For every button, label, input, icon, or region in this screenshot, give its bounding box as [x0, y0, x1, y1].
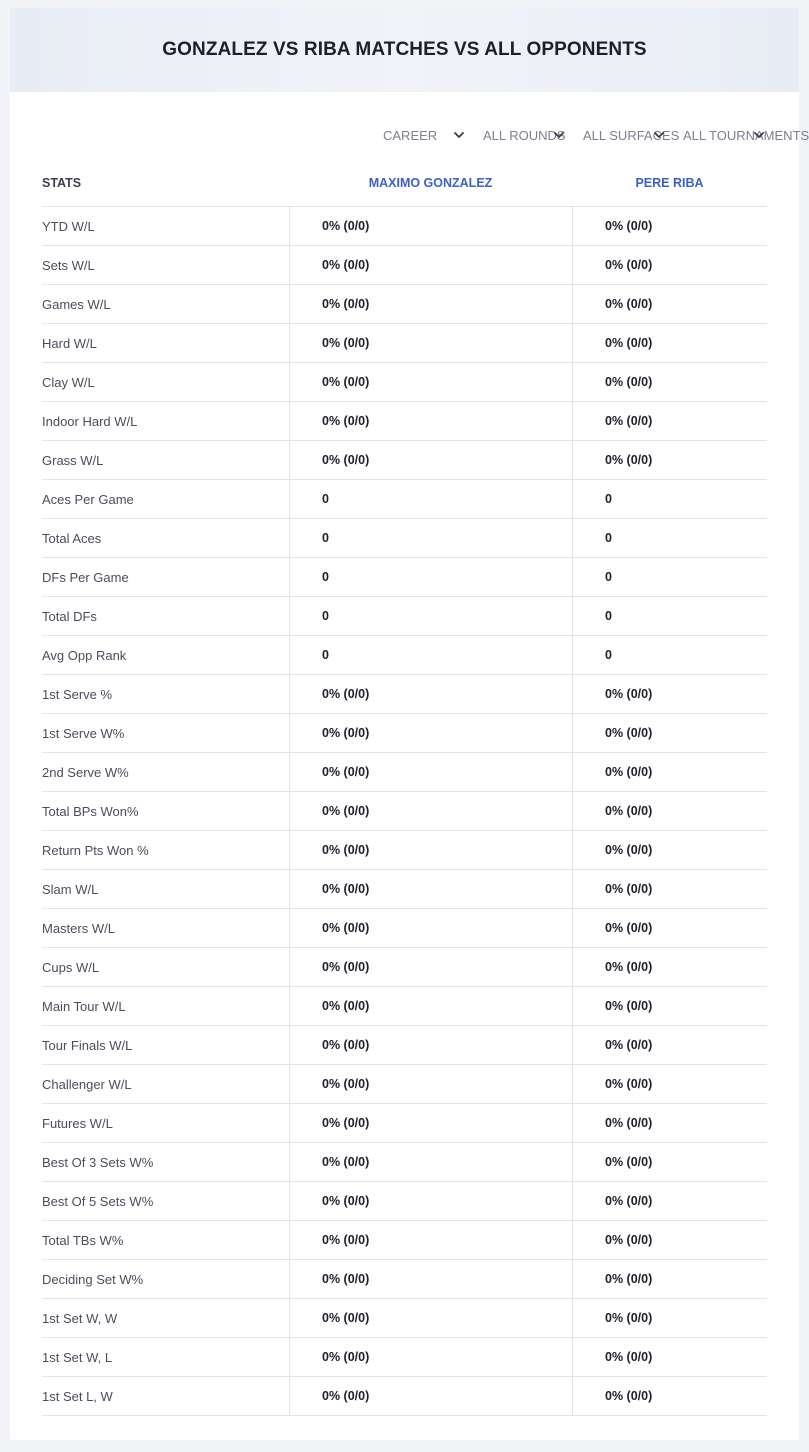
- filter-label: ALL SURFACES: [583, 127, 680, 143]
- chevron-down-icon: [453, 129, 465, 141]
- table-row: [42, 636, 767, 675]
- table-row: [42, 1377, 767, 1416]
- player1-value: 0% (0/0): [289, 402, 572, 440]
- table-row: [42, 441, 767, 480]
- stat-label: Total DFs: [42, 608, 97, 624]
- player2-value: 0% (0/0): [572, 1299, 767, 1337]
- player2-value: 0% (0/0): [572, 753, 767, 791]
- player1-value: 0% (0/0): [289, 363, 572, 401]
- stat-label: Total TBs W%: [42, 1232, 124, 1248]
- table-row: [42, 792, 767, 831]
- table-row: [42, 714, 767, 753]
- player2-value: 0% (0/0): [572, 714, 767, 752]
- player1-value: 0% (0/0): [289, 246, 572, 284]
- table-row: [42, 909, 767, 948]
- player1-value: 0% (0/0): [289, 324, 572, 362]
- stat-label: 1st Set W, W: [42, 1310, 118, 1326]
- stat-label: Best Of 3 Sets W%: [42, 1154, 154, 1170]
- table-row: [42, 207, 767, 246]
- player2-value: 0% (0/0): [572, 1221, 767, 1259]
- player2-value: 0% (0/0): [572, 1260, 767, 1298]
- player1-value: 0: [289, 519, 572, 557]
- player1-value: 0% (0/0): [289, 1026, 572, 1064]
- player2-value: 0% (0/0): [572, 870, 767, 908]
- player1-value: 0: [289, 558, 572, 596]
- table-row: [42, 1221, 767, 1260]
- stat-label: YTD W/L: [42, 218, 95, 234]
- table-row: [42, 1065, 767, 1104]
- player2-value: 0% (0/0): [572, 1065, 767, 1103]
- player2-value: 0% (0/0): [572, 909, 767, 947]
- page-title: GONZALEZ VS RIBA MATCHES VS ALL OPPONENTS: [162, 39, 647, 60]
- stat-label: Indoor Hard W/L: [42, 413, 138, 429]
- stat-label: Masters W/L: [42, 920, 115, 936]
- filter-label: ALL TOURNAMENTS: [683, 127, 809, 143]
- player2-value: 0% (0/0): [572, 831, 767, 869]
- column-header-stats: STATS: [42, 176, 82, 190]
- table-row: [42, 480, 767, 519]
- player1-value: 0% (0/0): [289, 1260, 572, 1298]
- stat-label: Cups W/L: [42, 959, 100, 975]
- stat-label: Futures W/L: [42, 1115, 113, 1131]
- player2-value: 0% (0/0): [572, 675, 767, 713]
- table-body: [42, 207, 767, 1416]
- table-row: [42, 363, 767, 402]
- player1-value: 0: [289, 636, 572, 674]
- player2-value: 0% (0/0): [572, 792, 767, 830]
- stat-label: Games W/L: [42, 296, 111, 312]
- stat-label: Best Of 5 Sets W%: [42, 1193, 154, 1209]
- stat-label: 1st Serve W%: [42, 725, 125, 741]
- player1-value: 0% (0/0): [289, 1377, 572, 1415]
- player2-value: 0% (0/0): [572, 1182, 767, 1220]
- table-row: [42, 597, 767, 636]
- player1-value: 0% (0/0): [289, 285, 572, 323]
- player2-value: 0% (0/0): [572, 285, 767, 323]
- stat-label: Tour Finals W/L: [42, 1037, 133, 1053]
- player1-value: 0% (0/0): [289, 1221, 572, 1259]
- chevron-down-icon: [653, 129, 665, 141]
- stat-label: Total BPs Won%: [42, 803, 139, 819]
- table-row: [42, 519, 767, 558]
- stat-label: Return Pts Won %: [42, 842, 149, 858]
- player2-value: 0% (0/0): [572, 948, 767, 986]
- player2-value: 0% (0/0): [572, 1026, 767, 1064]
- player1-value: 0: [289, 597, 572, 635]
- player2-value: 0% (0/0): [572, 1338, 767, 1376]
- player2-value: 0: [572, 558, 767, 596]
- player1-value: 0% (0/0): [289, 1299, 572, 1337]
- table-row: [42, 1104, 767, 1143]
- stat-label: Main Tour W/L: [42, 998, 126, 1014]
- player2-value: 0: [572, 597, 767, 635]
- table-row: [42, 870, 767, 909]
- player2-value: 0: [572, 519, 767, 557]
- table-row: [42, 246, 767, 285]
- table-row: [42, 1299, 767, 1338]
- stat-label: Grass W/L: [42, 452, 104, 468]
- player1-value: 0% (0/0): [289, 987, 572, 1025]
- filter-label: ALL ROUNDS: [483, 127, 566, 143]
- table-row: [42, 675, 767, 714]
- filter-label: CAREER: [383, 127, 438, 143]
- player2-value: 0% (0/0): [572, 1143, 767, 1181]
- stat-label: Sets W/L: [42, 257, 95, 273]
- stat-label: Total Aces: [42, 530, 102, 546]
- stat-label: 1st Set L, W: [42, 1388, 113, 1404]
- table-header: [42, 160, 767, 207]
- stat-label: 2nd Serve W%: [42, 764, 129, 780]
- player1-value: 0% (0/0): [289, 675, 572, 713]
- player2-value: 0: [572, 636, 767, 674]
- table-row: [42, 1338, 767, 1377]
- stat-label: Avg Opp Rank: [42, 647, 127, 663]
- player1-value: 0% (0/0): [289, 1065, 572, 1103]
- column-header-player1[interactable]: MAXIMO GONZALEZ: [368, 176, 493, 190]
- stat-label: 1st Set W, L: [42, 1349, 113, 1365]
- player1-value: 0% (0/0): [289, 753, 572, 791]
- table-row: [42, 1182, 767, 1221]
- player1-value: 0% (0/0): [289, 870, 572, 908]
- player1-value: 0% (0/0): [289, 948, 572, 986]
- column-header-player2[interactable]: PERE RIBA: [635, 176, 704, 190]
- stat-label: Slam W/L: [42, 881, 99, 897]
- player1-value: 0: [289, 480, 572, 518]
- player2-value: 0% (0/0): [572, 246, 767, 284]
- table-row: [42, 753, 767, 792]
- filter-tournaments-select[interactable]: [675, 122, 809, 148]
- stat-label: DFs Per Game: [42, 569, 129, 585]
- player1-value: 0% (0/0): [289, 714, 572, 752]
- stats-table: [42, 160, 767, 1416]
- filter-period-select[interactable]: [375, 122, 467, 148]
- stat-label: Aces Per Game: [42, 491, 134, 507]
- filter-bar: [375, 122, 809, 148]
- chevron-down-icon: [553, 129, 565, 141]
- player1-value: 0% (0/0): [289, 909, 572, 947]
- player1-value: 0% (0/0): [289, 831, 572, 869]
- table-row: [42, 987, 767, 1026]
- table-row: [42, 1260, 767, 1299]
- filter-rounds-select[interactable]: [475, 122, 567, 148]
- player1-value: 0% (0/0): [289, 1143, 572, 1181]
- table-row: [42, 1026, 767, 1065]
- player2-value: 0% (0/0): [572, 207, 767, 245]
- table-row: [42, 1143, 767, 1182]
- player2-value: 0: [572, 480, 767, 518]
- player1-value: 0% (0/0): [289, 1104, 572, 1142]
- player2-value: 0% (0/0): [572, 402, 767, 440]
- player1-value: 0% (0/0): [289, 1338, 572, 1376]
- player2-value: 0% (0/0): [572, 441, 767, 479]
- table-row: [42, 558, 767, 597]
- chevron-down-icon: [753, 129, 765, 141]
- player1-value: 0% (0/0): [289, 1182, 572, 1220]
- stat-label: Hard W/L: [42, 335, 97, 351]
- stats-card: [10, 8, 809, 1440]
- player2-value: 0% (0/0): [572, 324, 767, 362]
- player2-value: 0% (0/0): [572, 363, 767, 401]
- player1-value: 0% (0/0): [289, 441, 572, 479]
- player1-value: 0% (0/0): [289, 792, 572, 830]
- table-row: [42, 285, 767, 324]
- player2-value: 0% (0/0): [572, 987, 767, 1025]
- player2-value: 0% (0/0): [572, 1104, 767, 1142]
- card-header: [10, 8, 799, 92]
- table-row: [42, 402, 767, 441]
- stat-label: Clay W/L: [42, 374, 95, 390]
- player1-value: 0% (0/0): [289, 207, 572, 245]
- stat-label: Challenger W/L: [42, 1076, 132, 1092]
- player2-value: 0% (0/0): [572, 1377, 767, 1415]
- table-row: [42, 948, 767, 987]
- table-row: [42, 831, 767, 870]
- stat-label: 1st Serve %: [42, 686, 113, 702]
- filter-surfaces-select[interactable]: [575, 122, 680, 148]
- stat-label: Deciding Set W%: [42, 1271, 144, 1287]
- table-row: [42, 324, 767, 363]
